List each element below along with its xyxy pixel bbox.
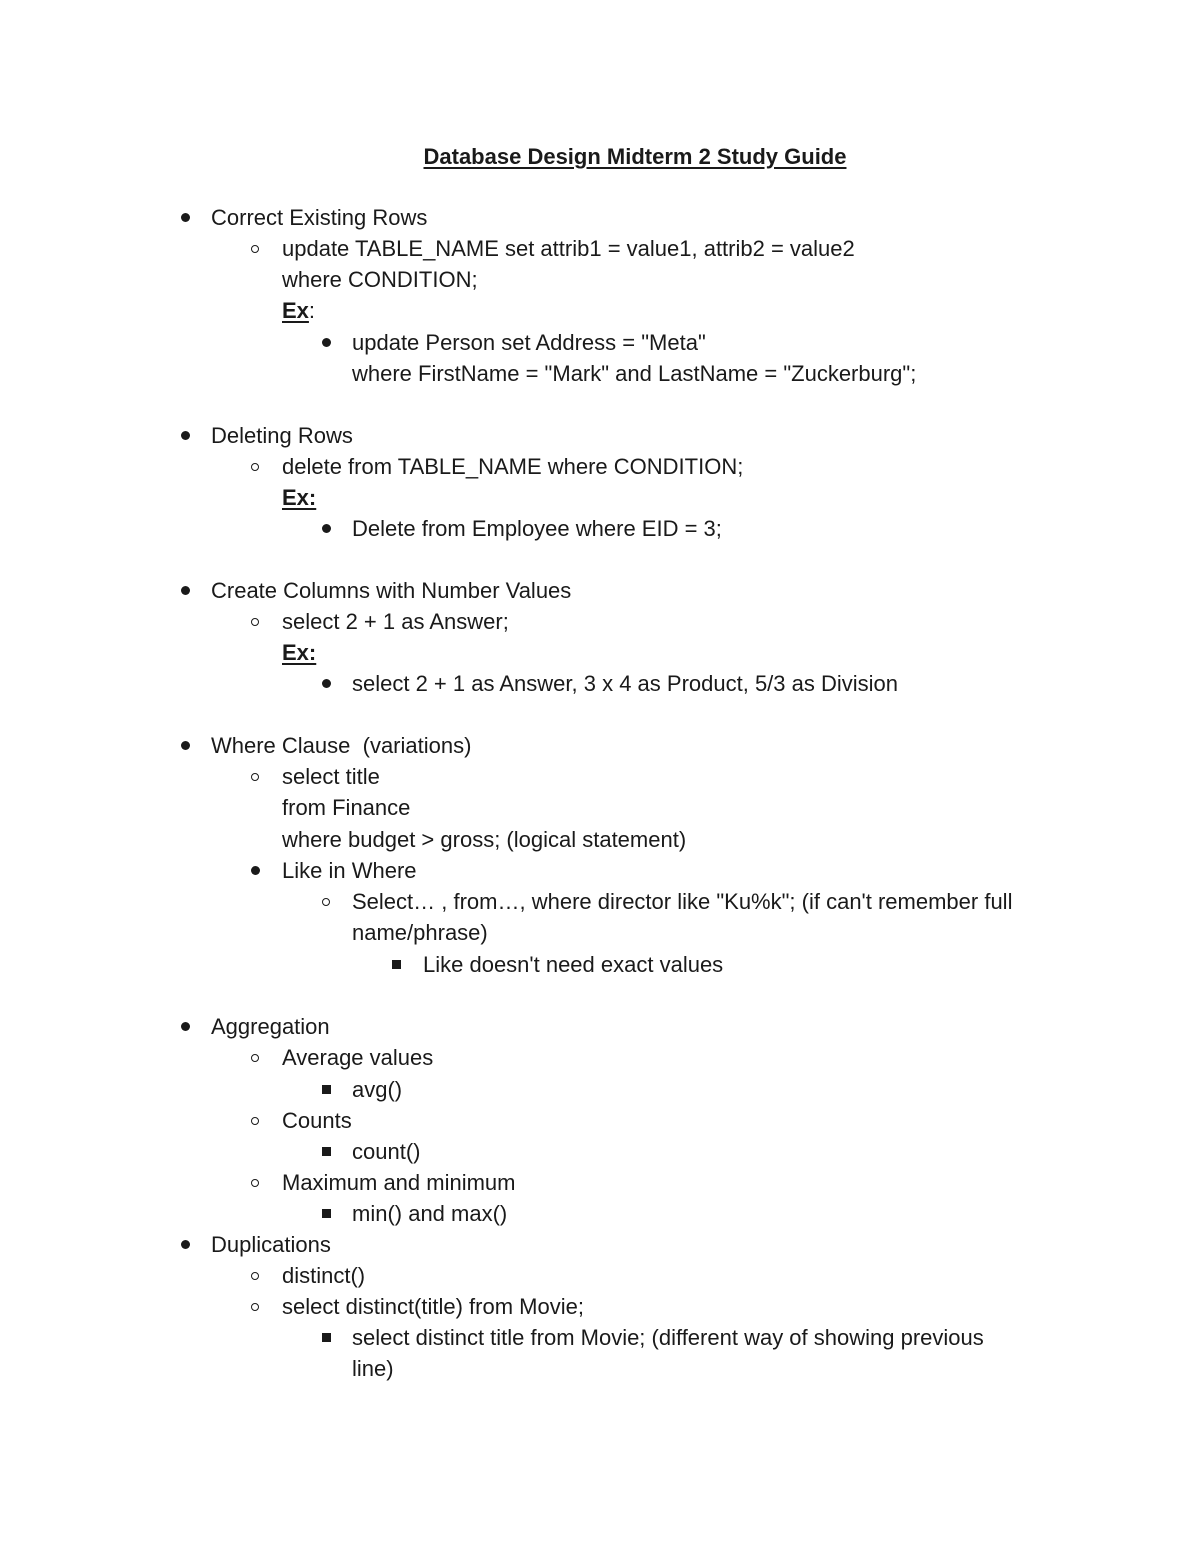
bullet-disc <box>314 327 338 358</box>
example-label-text: Ex: <box>282 640 317 665</box>
select-example: select 2 + 1 as Answer, 3 x 4 as Product, 5/3 as Division <box>352 671 899 696</box>
counts: Counts <box>282 1108 352 1133</box>
average-values: Average values <box>282 1045 434 1070</box>
select-syntax: select 2 + 1 as Answer; <box>282 609 509 634</box>
bullet-circle <box>243 1167 267 1198</box>
bullet-square <box>314 1322 338 1353</box>
bullet-disc <box>173 202 197 233</box>
example-label <box>282 482 316 513</box>
select-distinct-alt-line-1: select distinct title from Movie; (different way of showing previous <box>352 1325 984 1350</box>
bullet-circle <box>243 761 267 792</box>
example-label-text: Ex <box>282 298 309 323</box>
where-line-2: from Finance <box>282 795 411 820</box>
avg-function: avg() <box>352 1077 403 1102</box>
update-syntax-line-1: update TABLE_NAME set attrib1 = value1, attrib2 = value2 <box>282 236 855 261</box>
bullet-square <box>314 1136 338 1167</box>
bullet-circle <box>243 1260 267 1291</box>
count-function: count() <box>352 1139 421 1164</box>
section-heading-correct-rows: Correct Existing Rows <box>211 205 428 230</box>
min-max-functions: min() and max() <box>352 1201 508 1226</box>
bullet-circle <box>243 1291 267 1322</box>
update-syntax-line-2: where CONDITION; <box>282 267 478 292</box>
page-title: Database Design Midterm 2 Study Guide <box>423 144 847 169</box>
like-example-line-1: Select… , from…, where director like "Ku%k"; (if can't remember full <box>352 889 1013 914</box>
like-example-line-2: name/phrase) <box>352 920 488 945</box>
example-label-text: Ex: <box>282 485 317 510</box>
bullet-circle <box>314 886 338 917</box>
select-distinct: select distinct(title) from Movie; <box>282 1294 584 1319</box>
select-distinct-alt-line-2: line) <box>352 1356 394 1381</box>
bullet-square <box>314 1198 338 1229</box>
bullet-circle <box>243 1105 267 1136</box>
bullet-square <box>384 949 408 980</box>
bullet-circle <box>243 233 267 264</box>
delete-example: Delete from Employee where EID = 3; <box>352 516 722 541</box>
bullet-circle <box>243 1042 267 1073</box>
bullet-disc <box>173 730 197 761</box>
where-line-3: where budget > gross; (logical statement) <box>282 827 687 852</box>
update-example-line-2: where FirstName = "Mark" and LastName = "Zuckerburg"; <box>352 361 917 386</box>
section-heading-deleting-rows: Deleting Rows <box>211 423 353 448</box>
maximum-and-minimum: Maximum and minimum <box>282 1170 516 1195</box>
bullet-disc <box>314 668 338 699</box>
example-label <box>282 295 315 326</box>
delete-syntax: delete from TABLE_NAME where CONDITION; <box>282 454 744 479</box>
bullet-disc <box>243 855 267 886</box>
like-note: Like doesn't need exact values <box>423 952 724 977</box>
section-heading-duplications: Duplications <box>211 1232 331 1257</box>
where-line-1: select title <box>282 764 380 789</box>
bullet-disc <box>314 513 338 544</box>
bullet-square <box>314 1074 338 1105</box>
section-heading-aggregation: Aggregation <box>211 1014 330 1039</box>
section-heading-create-columns: Create Columns with Number Values <box>211 578 572 603</box>
bullet-disc <box>173 1011 197 1042</box>
bullet-disc <box>173 420 197 451</box>
section-heading-where-clause: Where Clause (variations) <box>211 733 472 758</box>
bullet-disc <box>173 1229 197 1260</box>
distinct-function: distinct() <box>282 1263 366 1288</box>
bullet-circle <box>243 451 267 482</box>
update-example-line-1: update Person set Address = "Meta" <box>352 330 706 355</box>
bullet-disc <box>173 575 197 606</box>
example-label <box>282 637 316 668</box>
example-label-colon: : <box>308 298 316 323</box>
bullet-circle <box>243 606 267 637</box>
like-in-where-heading: Like in Where <box>282 858 417 883</box>
